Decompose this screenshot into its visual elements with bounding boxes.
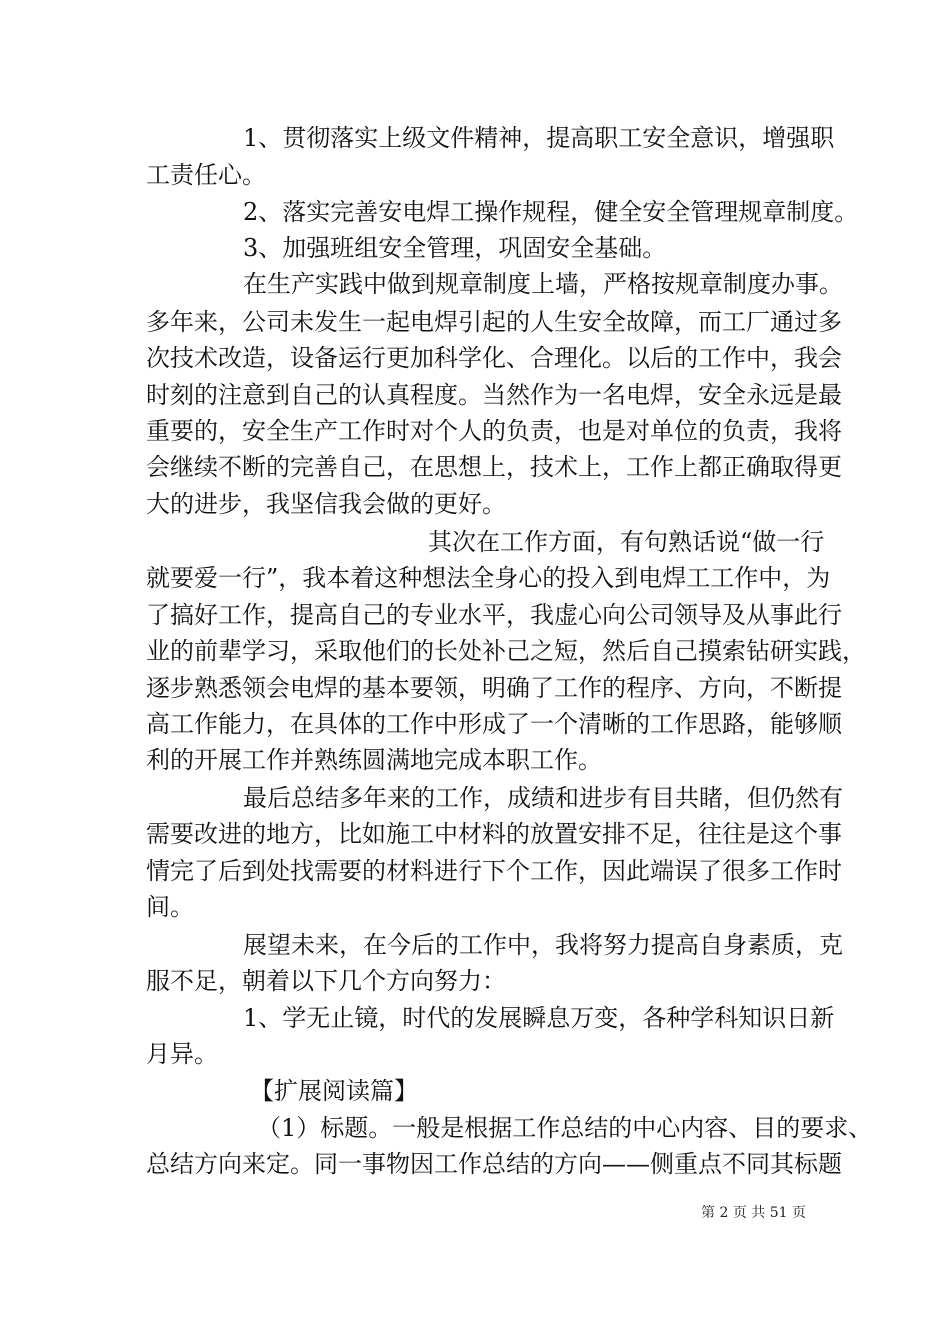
text-line: 时刻的注意到自己的认真程度。当然作为一名电焊，安全永远是最 [146, 381, 842, 409]
text-line: 了搞好工作，提高自己的专业水平，我虚心向公司领导及从事此行 [146, 601, 842, 629]
text-line: 月异。 [146, 1040, 218, 1068]
text-line: 在生产实践中做到规章制度上墙，严格按规章制度办事。 [243, 270, 843, 298]
text-line: 工责任心。 [146, 161, 266, 189]
text-line: 多年来，公司未发生一起电焊引起的人生安全故障，而工厂通过多 [146, 308, 842, 336]
text-line: 1、贯彻落实上级文件精神，提高职工安全意识，增强职 [243, 124, 835, 152]
page-number: 第 2 页 共 51 页 [701, 1205, 806, 1221]
text-line: 展望未来，在今后的工作中，我将努力提高自身素质，克 [243, 931, 843, 959]
text-line: 重要的，安全生产工作时对个人的负责，也是对单位的负责，我将 [146, 417, 842, 445]
text-line: 1、学无止镜，时代的发展瞬息万变，各种学科知识日新 [243, 1004, 835, 1032]
text-line: （1）标题。一般是根据工作总结的中心内容、目的要求、 [257, 1114, 873, 1142]
text-line: 次技术改造，设备运行更加科学化、合理化。以后的工作中，我会 [146, 344, 842, 372]
text-line: 其次在工作方面，有句熟话说“做一行 [428, 528, 825, 556]
text-line: 业的前辈学习，采取他们的长处补己之短，然后自己摸索钻研实践， [146, 637, 866, 665]
text-line: 利的开展工作并熟练圆满地完成本职工作。 [146, 746, 602, 774]
text-line: 会继续不断的完善自己，在思想上，技术上，工作上都正确取得更 [146, 453, 842, 481]
text-line: 最后总结多年来的工作，成绩和进步有目共睹，但仍然有 [243, 784, 843, 812]
text-line: 情完了后到处找需要的材料进行下个工作，因此端误了很多工作时 [146, 857, 842, 885]
section-heading: 【扩展阅读篇】 [250, 1077, 418, 1105]
text-line: 2、落实完善安电焊工操作规程，健全安全管理规章制度。 [243, 198, 859, 226]
text-line: 总结方向来定。同一事物因工作总结的方向——侧重点不同其标题 [146, 1150, 842, 1178]
text-line: 需要改进的地方，比如施工中材料的放置安排不足，往往是这个事 [146, 820, 842, 848]
text-line: 3、加强班组安全管理，巩固安全基础。 [243, 234, 667, 262]
text-line: 间。 [146, 893, 194, 921]
text-line: 逐步熟悉领会电焊的基本要领，明确了工作的程序、方向，不断提 [146, 674, 842, 702]
text-line: 服不足，朝着以下几个方向努力： [146, 967, 506, 995]
text-line: 就要爱一行”，我本着这种想法全身心的投入到电焊工工作中，为 [146, 564, 831, 592]
text-line: 高工作能力，在具体的工作中形成了一个清晰的工作思路，能够顺 [146, 710, 842, 738]
text-line: 大的进步，我坚信我会做的更好。 [146, 490, 506, 518]
